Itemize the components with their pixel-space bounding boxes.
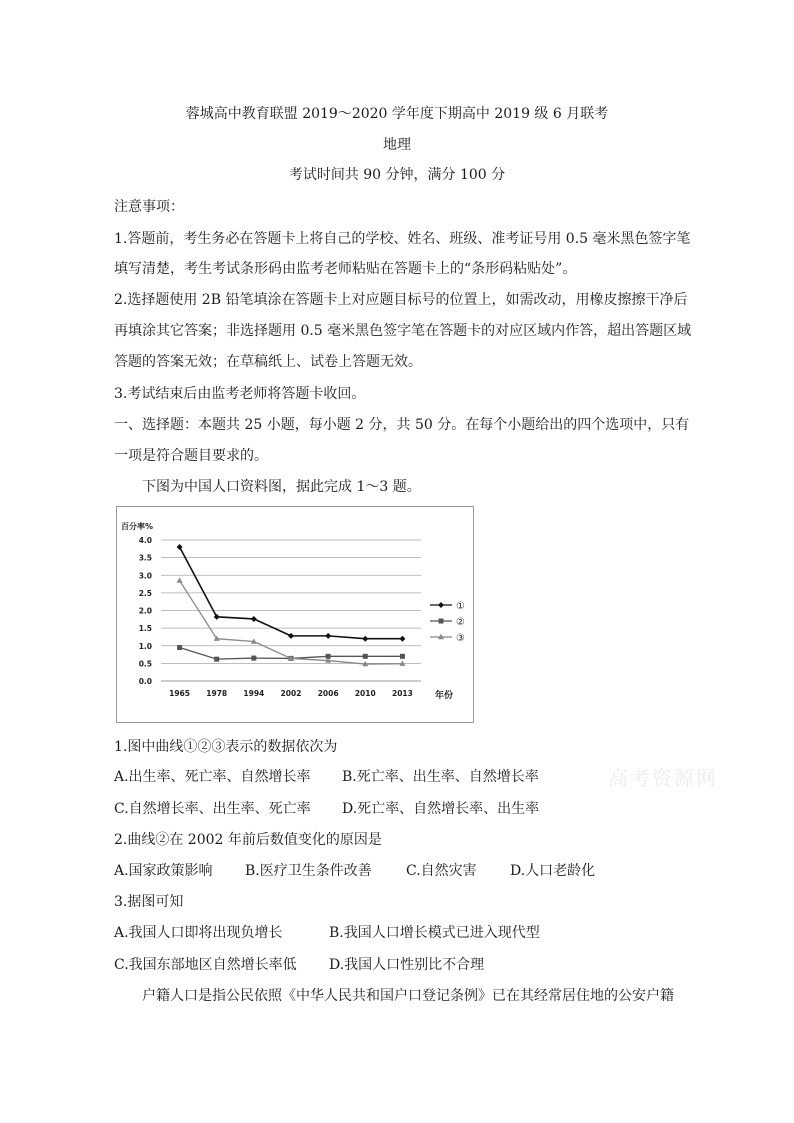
q3-option-c: C.我国东部地区自然增长率低 [114, 957, 297, 973]
data-point [214, 657, 219, 662]
data-point [363, 654, 368, 659]
data-point [362, 636, 368, 642]
exam-info: 考试时间共 90 分钟，满分 100 分 [288, 167, 506, 183]
x-tick-label: 1994 [243, 689, 265, 698]
note-2-line-2: 再填涂其它答案；非选择题用 0.5 毫米黑色签字笔在答题卡的对应区域内作答，超出答题区域 [114, 323, 692, 339]
y-tick-label: 3.5 [138, 553, 152, 563]
q1-option-a: A.出生率、死亡率、自然增长率 [114, 769, 311, 785]
y-tick-label: 3.0 [138, 571, 152, 581]
data-point [177, 645, 182, 650]
x-axis-label: 年份 [435, 691, 454, 701]
data-point [400, 654, 405, 659]
population-chart [116, 506, 474, 723]
x-tick-label: 2002 [280, 689, 302, 698]
q2-option-a: A.国家政策影响 [114, 863, 213, 879]
data-point [177, 544, 183, 550]
population-chart-svg [117, 507, 473, 722]
data-point [251, 616, 257, 622]
section-1-line-1: 一、选择题：本题共 25 小题，每小题 2 分，共 50 分。在每个小题给出的四个选项中，只有 [114, 417, 690, 433]
q2-option-d: D.人口老龄化 [510, 863, 596, 879]
exam-title: 蓉城高中教育联盟 2019～2020 学年度下期高中 2019 级 6 月联考 [185, 106, 609, 122]
y-tick-label: 2.0 [138, 606, 152, 616]
note-1-line-1: 1.答题前，考生务必在答题卡上将自己的学校、姓名、班级、准考证号用 0.5 毫米黑色签字笔 [114, 231, 691, 247]
legend-label: ③ [456, 633, 465, 644]
x-tick-label: 2013 [391, 689, 413, 698]
legend-label: ② [456, 617, 465, 628]
y-tick-label: 0.5 [138, 659, 152, 669]
y-tick-label: 0.0 [138, 677, 152, 686]
data-point [399, 636, 405, 642]
data-point [288, 633, 294, 639]
legend-marker [439, 619, 444, 624]
next-paragraph: 户籍人口是指公民依照《中华人民共和国户口登记条例》已在其经常居住地的公安户籍 [142, 988, 674, 1004]
subject-title: 地理 [383, 137, 411, 153]
q3-option-a: A.我国人口即将出现负增长 [114, 925, 283, 941]
q1-option-d: D.死亡率、自然增长率、出生率 [342, 801, 540, 817]
watermark: 高考资源网 [608, 766, 718, 790]
x-tick-label: 2010 [354, 689, 376, 698]
q2-option-b: B.医疗卫生条件改善 [245, 863, 372, 879]
data-point [177, 577, 183, 582]
notes-heading: 注意事项： [114, 199, 184, 215]
data-point [325, 633, 331, 639]
y-tick-label: 1.5 [138, 624, 152, 634]
q1-option-c: C.自然增长率、出生率、死亡率 [114, 801, 311, 817]
y-tick-label: 4.0 [138, 536, 152, 545]
y-axis-label: 百分率% [121, 522, 154, 531]
note-2-line-3: 答题的答案无效；在草稿纸上、试卷上答题无效。 [114, 354, 422, 370]
q1-stem: 1.图中曲线①②③表示的数据依次为 [114, 739, 338, 755]
x-tick-label: 1965 [169, 689, 191, 698]
y-tick-label: 1.0 [138, 641, 152, 651]
q1-option-b: B.死亡率、出生率、自然增长率 [342, 769, 539, 785]
q2-option-c: C.自然灾害 [406, 863, 477, 879]
legend-marker [438, 602, 444, 608]
legend-label: ① [456, 601, 465, 612]
data-point [214, 614, 220, 620]
note-1-line-2: 填写清楚，考生考试条形码由监考老师粘贴在答题卡上的“条形码粘贴处”。 [114, 261, 577, 277]
x-tick-label: 2006 [317, 689, 339, 698]
y-tick-label: 2.5 [138, 588, 152, 598]
q3-option-d: D.我国人口性别比不合理 [329, 957, 485, 973]
data-point [251, 656, 256, 661]
x-tick-label: 1978 [206, 689, 228, 698]
note-2-line-1: 2.选择题使用 2B 铅笔填涂在答题卡上对应题目标号的位置上，如需改动，用橡皮擦擦干净后 [114, 292, 688, 308]
section-1-line-2: 一项是符合题目要求的。 [114, 448, 268, 464]
q3-stem: 3.据图可知 [114, 894, 184, 910]
chart-intro: 下图为中国人口资料图，据此完成 1～3 题。 [142, 479, 421, 495]
q3-option-b: B.我国人口增长模式已进入现代型 [329, 925, 540, 941]
note-3: 3.考试结束后由监考老师将答题卡收回。 [114, 386, 366, 402]
q2-stem: 2.曲线②在 2002 年前后数值变化的原因是 [114, 832, 382, 848]
